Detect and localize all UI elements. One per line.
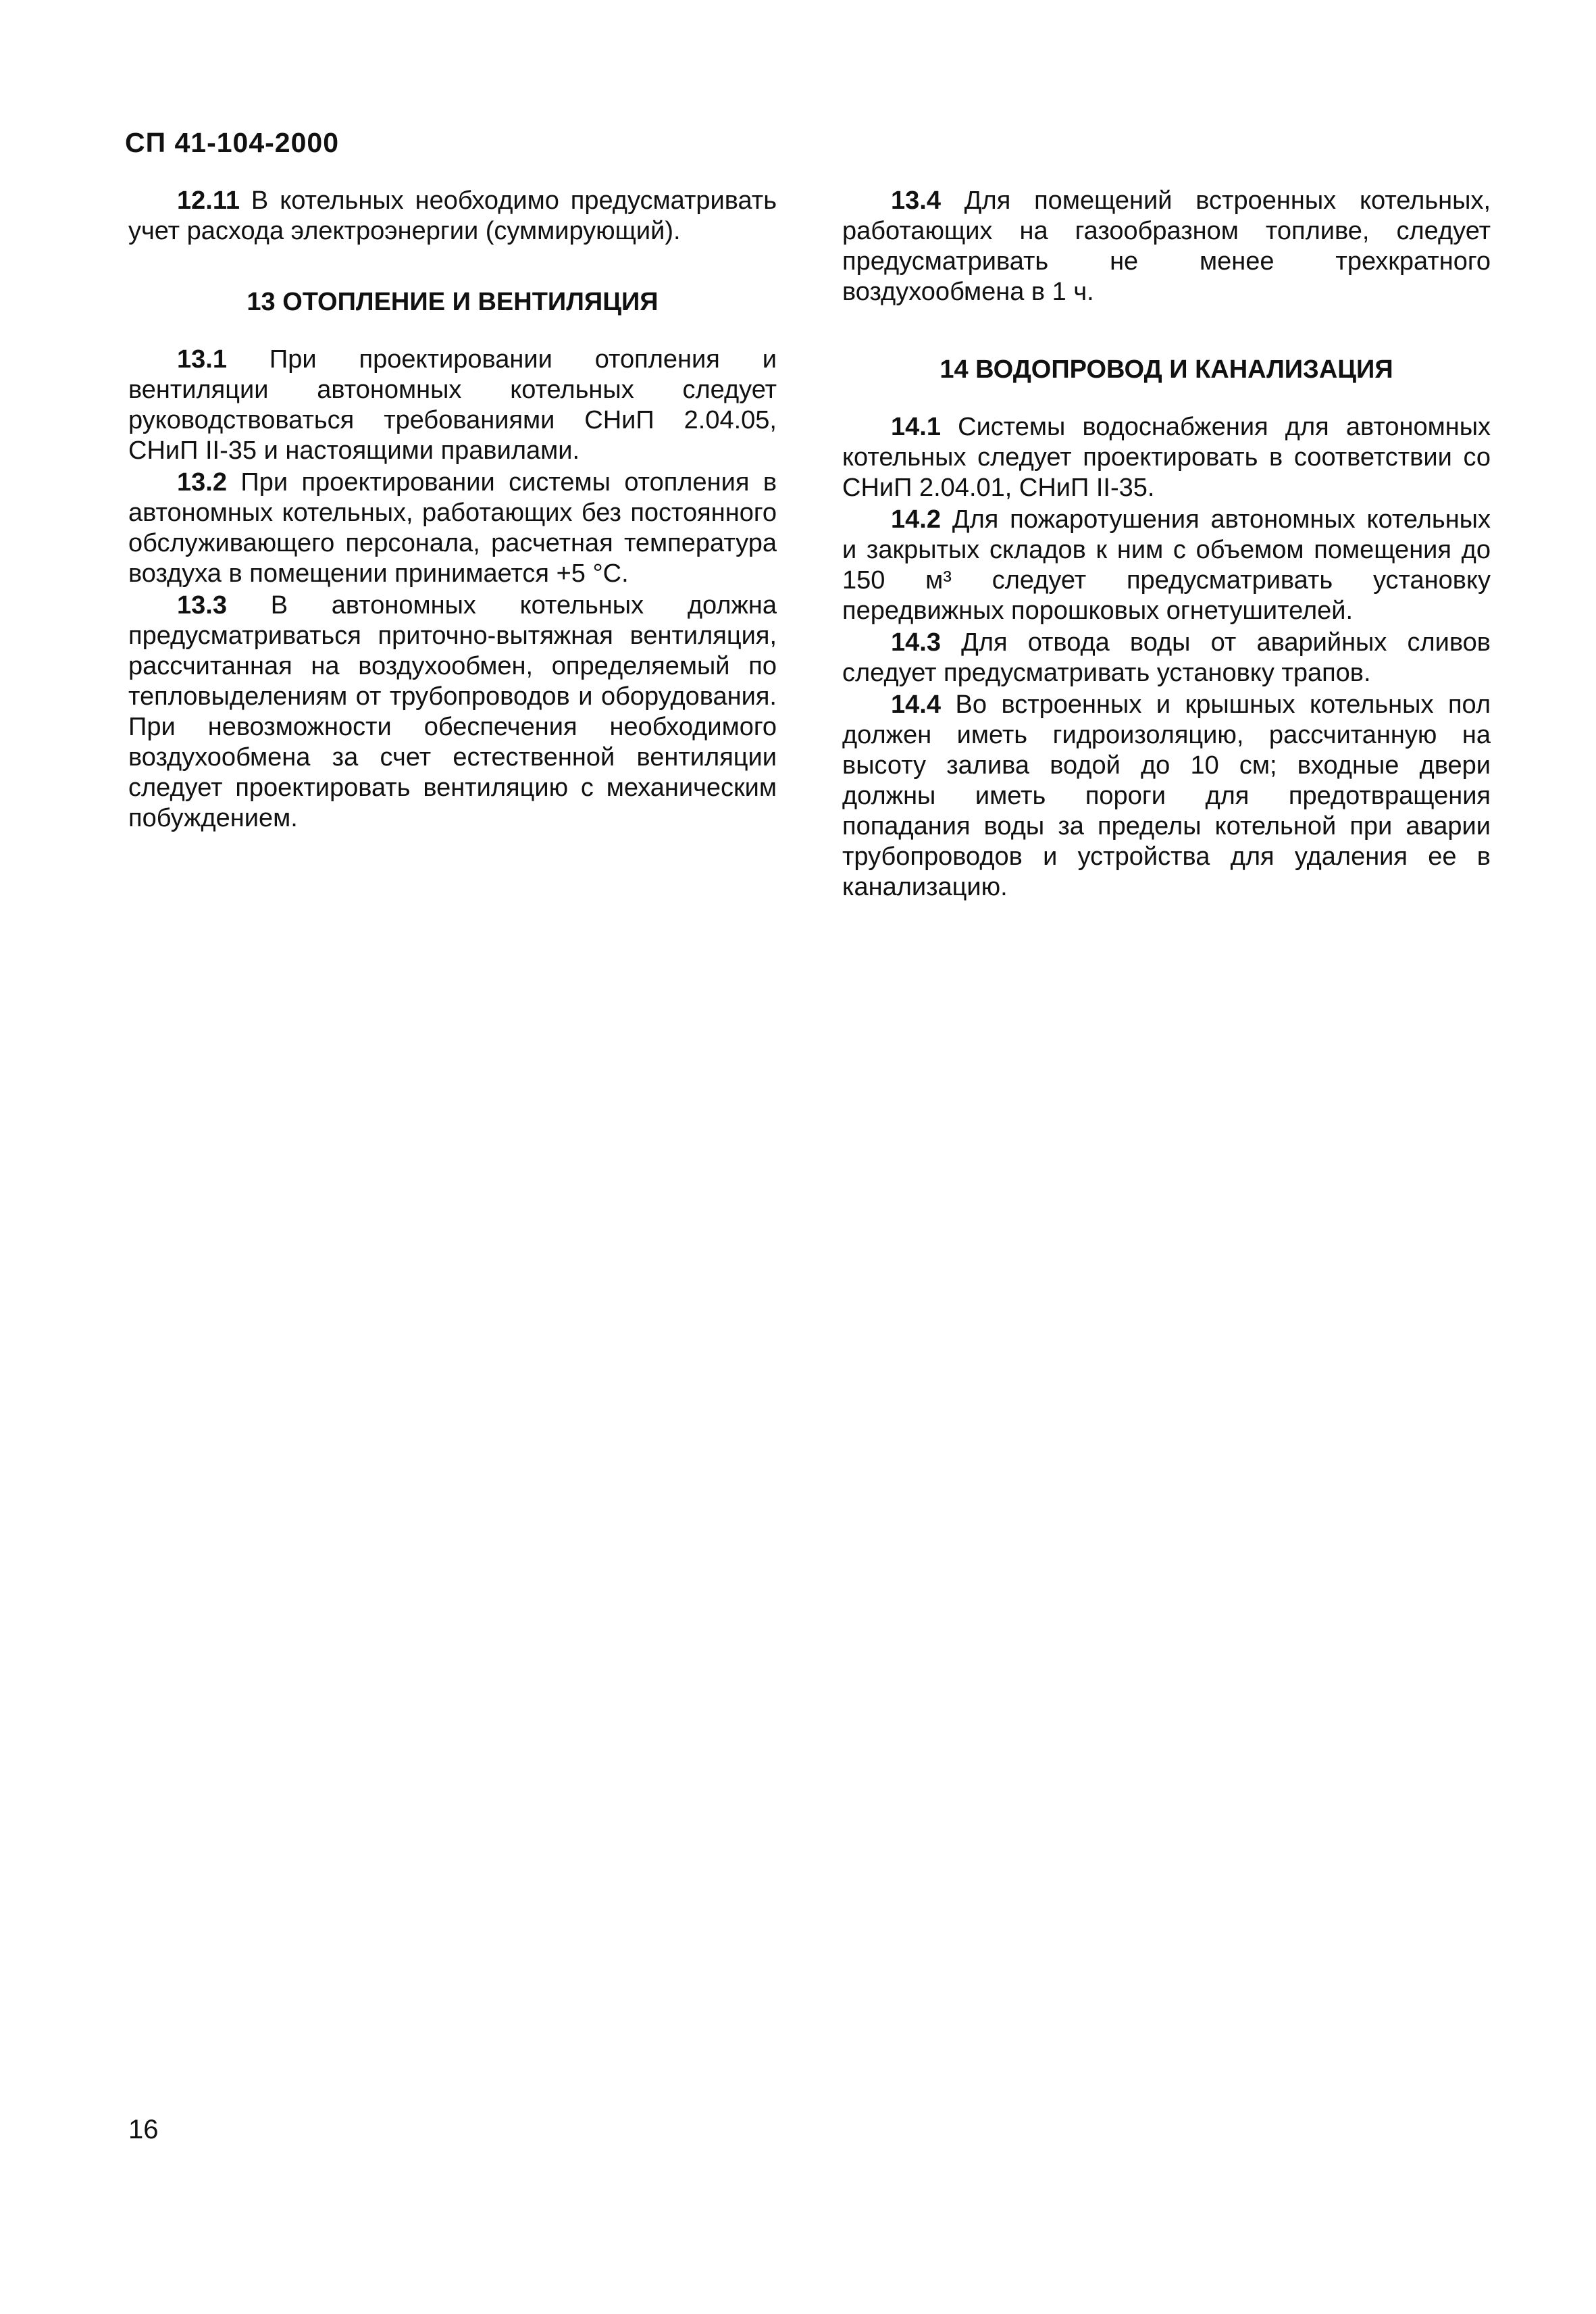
right-column	[842, 186, 1491, 904]
clause-text: В котельных необходимо предусматривать учет расхода электроэнергии (суммирующий).	[128, 186, 777, 245]
clause-number: 14.1	[891, 413, 941, 441]
clause-14-4	[842, 690, 1491, 903]
clause-13-4	[842, 186, 1491, 307]
clause-text: При проектировании системы отопления в автономных котельных, работающих без постоянного обслуживающего персонала, расчетная температура воздуха в помещении принимается +5 °С.	[128, 468, 777, 588]
clause-number: 13.2	[177, 468, 227, 497]
clause-text: В автономных котельных должна предусматриваться приточно-вытяжная вентиляция, рассчитанная на воздухообмен, определяемый по тепловыделениям от трубопроводов и оборудования. При невозможности обеспечения необходимого воздухообмена за счет естественной вентиляции следует проектировать вентиляцию с механическим побуждением.	[128, 591, 777, 832]
section-14-heading: 14 ВОДОПРОВОД И КАНАЛИЗАЦИЯ	[939, 355, 1393, 384]
page-number: 16	[128, 2115, 159, 2144]
section-13-heading: 13 ОТОПЛЕНИЕ И ВЕНТИЛЯЦИЯ	[247, 288, 659, 316]
clause-number: 14.4	[891, 690, 941, 719]
clause-number: 14.2	[891, 505, 941, 534]
clause-text: Для отвода воды от аварийных сливов следует предусматривать установку трапов.	[842, 628, 1491, 687]
clause-13-1	[128, 345, 777, 466]
clause-text: Системы водоснабжения для автономных котельных следует проектировать в соответствии со СНиП 2.04.01, СНиП II-35.	[842, 413, 1491, 502]
clause-text: Для помещений встроенных котельных, работающих на газообразном топливе, следует предусматривать не менее трехкратного воздухообмена в 1 ч.	[842, 186, 1491, 306]
clause-12-11	[128, 186, 777, 247]
clause-text: Во встроенных и крышных котельных пол должен иметь гидроизоляцию, рассчитанную на высоту залива водой до 10 см; входные двери должны иметь пороги для предотвращения попадания воды за пределы котельной при аварии трубопроводов и устройства для удаления ее в канализацию.	[842, 690, 1491, 901]
clause-13-3	[128, 590, 777, 834]
clause-number: 12.11	[177, 186, 240, 215]
clause-13-2	[128, 468, 777, 589]
clause-number: 13.3	[177, 591, 227, 620]
clause-14-2	[842, 505, 1491, 626]
clause-14-3	[842, 628, 1491, 688]
clause-number: 14.3	[891, 628, 941, 657]
clause-14-1	[842, 412, 1491, 503]
clause-number: 13.4	[891, 186, 941, 215]
left-column	[128, 186, 777, 835]
clause-number: 13.1	[177, 345, 227, 374]
clause-text: Для пожаротушения автономных котельных и закрытых складов к ним с объемом помещения до 150 м³ следует предусматривать установку передвижных порошковых огнетушителей.	[842, 505, 1491, 625]
clause-text: При проектировании отопления и вентиляции автономных котельных следует руководствоваться требованиями СНиП 2.04.05, СНиП II-35 и настоящими правилами.	[128, 345, 777, 465]
document-code-header: СП 41-104-2000	[125, 127, 339, 158]
